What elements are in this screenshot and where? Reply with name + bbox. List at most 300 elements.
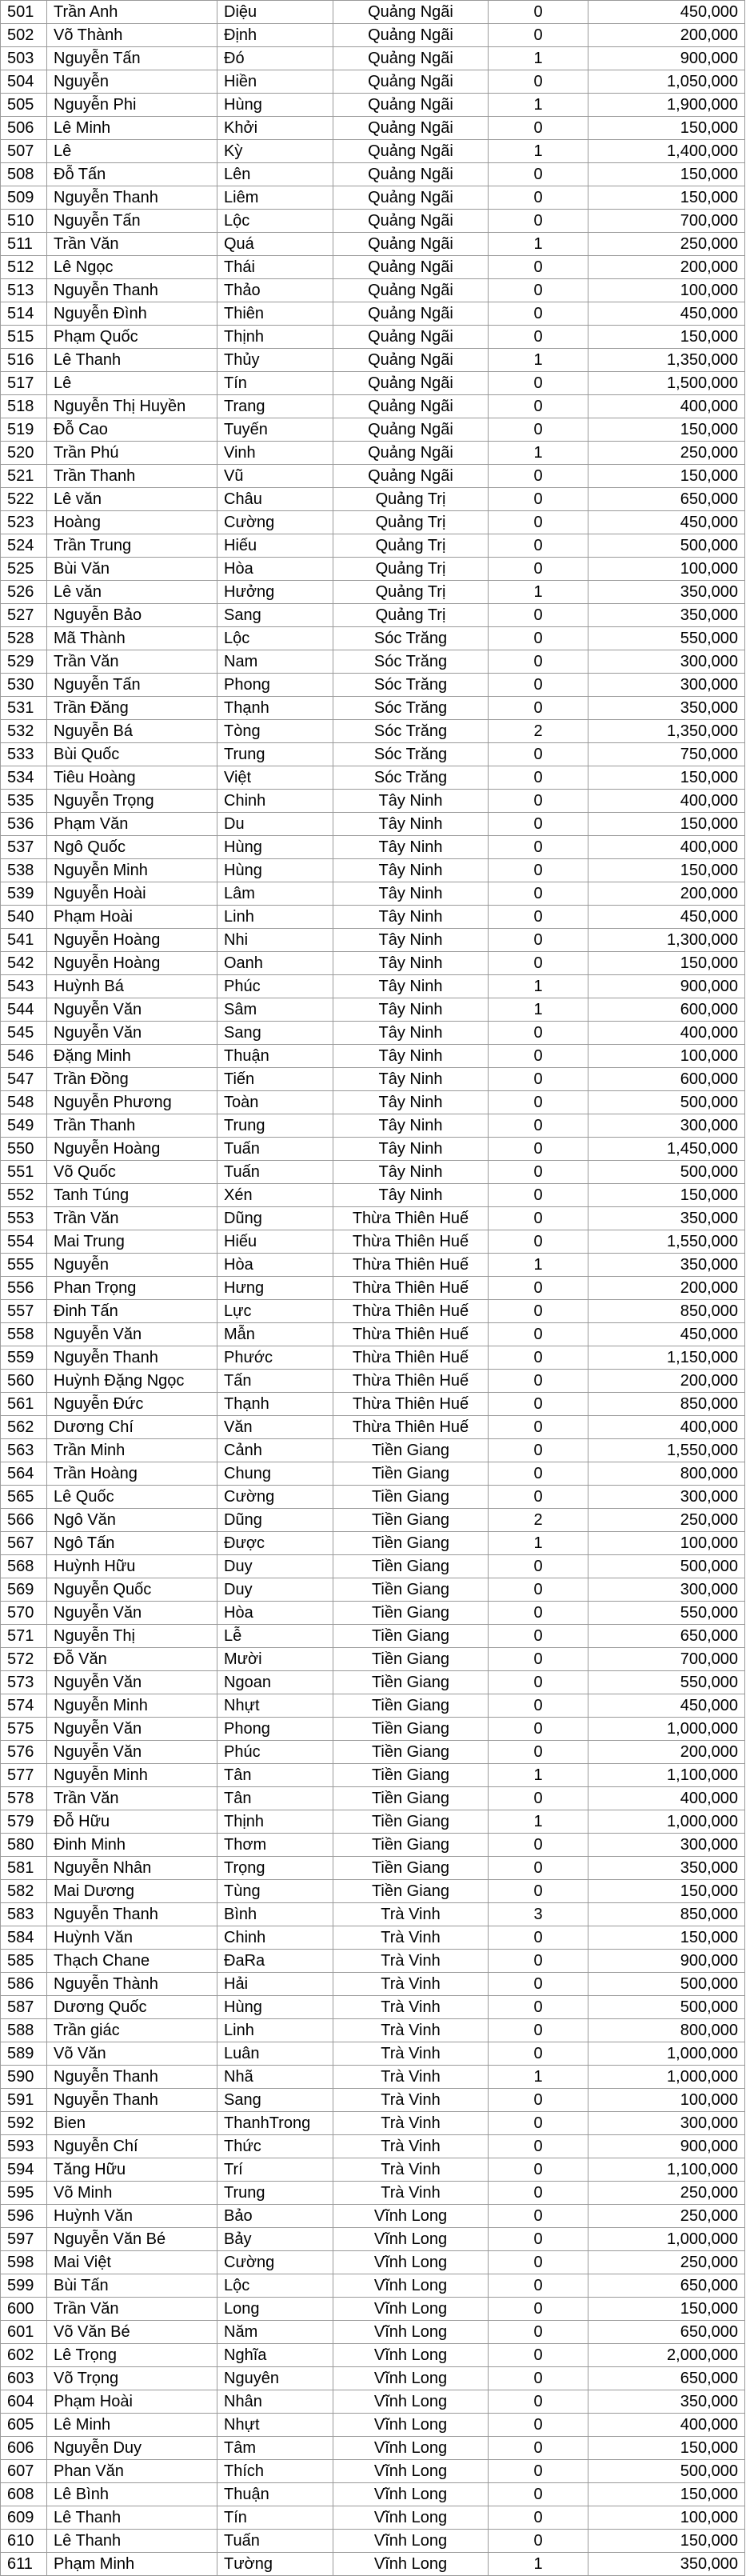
amount-cell[interactable]: 150,000 (588, 1184, 745, 1207)
province-cell[interactable]: Thừa Thiên Huế (333, 1230, 489, 1254)
surname-cell[interactable]: Thạch Chane (47, 1950, 217, 1973)
count-cell[interactable]: 0 (489, 117, 588, 140)
province-cell[interactable]: Vĩnh Long (333, 2344, 489, 2367)
count-cell[interactable]: 0 (489, 1578, 588, 1602)
row-number-cell[interactable]: 567 (1, 1532, 47, 1555)
given-name-cell[interactable]: Thức (217, 2135, 333, 2158)
given-name-cell[interactable]: Châu (217, 488, 333, 511)
given-name-cell[interactable]: Luân (217, 2042, 333, 2066)
given-name-cell[interactable]: Duy (217, 1555, 333, 1578)
amount-cell[interactable]: 100,000 (588, 279, 745, 302)
province-cell[interactable]: Tiền Giang (333, 1787, 489, 1810)
row-number-cell[interactable]: 556 (1, 1277, 47, 1300)
amount-cell[interactable]: 150,000 (588, 418, 745, 442)
amount-cell[interactable]: 1,100,000 (588, 1764, 745, 1787)
count-cell[interactable]: 0 (489, 697, 588, 720)
province-cell[interactable]: Tiền Giang (333, 1462, 489, 1486)
surname-cell[interactable]: Võ Văn Bé (47, 2321, 217, 2344)
amount-cell[interactable]: 400,000 (588, 1416, 745, 1439)
row-number-cell[interactable]: 503 (1, 47, 47, 70)
surname-cell[interactable]: Nguyễn Thanh (47, 1346, 217, 1370)
province-cell[interactable]: Tây Ninh (333, 1138, 489, 1161)
amount-cell[interactable]: 850,000 (588, 1903, 745, 1926)
surname-cell[interactable]: Mã Thành (47, 627, 217, 650)
count-cell[interactable]: 1 (489, 94, 588, 117)
count-cell[interactable]: 1 (489, 2553, 588, 2576)
province-cell[interactable]: Vĩnh Long (333, 2390, 489, 2414)
province-cell[interactable]: Quảng Ngãi (333, 442, 489, 465)
province-cell[interactable]: Tiền Giang (333, 1532, 489, 1555)
count-cell[interactable]: 0 (489, 1138, 588, 1161)
province-cell[interactable]: Quảng Ngãi (333, 418, 489, 442)
count-cell[interactable]: 1 (489, 233, 588, 256)
count-cell[interactable]: 0 (489, 1462, 588, 1486)
given-name-cell[interactable]: Sâm (217, 998, 333, 1022)
province-cell[interactable]: Tiền Giang (333, 1555, 489, 1578)
surname-cell[interactable]: Nguyễn Hoàng (47, 929, 217, 952)
count-cell[interactable]: 0 (489, 2367, 588, 2390)
row-number-cell[interactable]: 588 (1, 2019, 47, 2042)
province-cell[interactable]: Tiền Giang (333, 1578, 489, 1602)
given-name-cell[interactable]: Du (217, 813, 333, 836)
given-name-cell[interactable]: Thích (217, 2460, 333, 2483)
count-cell[interactable]: 0 (489, 558, 588, 581)
row-number-cell[interactable]: 534 (1, 766, 47, 790)
given-name-cell[interactable]: Chung (217, 1462, 333, 1486)
count-cell[interactable]: 0 (489, 1787, 588, 1810)
surname-cell[interactable]: Nguyễn (47, 1254, 217, 1277)
row-number-cell[interactable]: 528 (1, 627, 47, 650)
count-cell[interactable]: 0 (489, 1161, 588, 1184)
surname-cell[interactable]: Tăng Hữu (47, 2158, 217, 2182)
count-cell[interactable]: 0 (489, 2530, 588, 2553)
amount-cell[interactable]: 1,000,000 (588, 2066, 745, 2089)
province-cell[interactable]: Quảng Ngãi (333, 256, 489, 279)
province-cell[interactable]: Quảng Trị (333, 581, 489, 604)
amount-cell[interactable]: 450,000 (588, 1323, 745, 1346)
row-number-cell[interactable]: 591 (1, 2089, 47, 2112)
row-number-cell[interactable]: 596 (1, 2205, 47, 2228)
given-name-cell[interactable]: Phúc (217, 1741, 333, 1764)
row-number-cell[interactable]: 512 (1, 256, 47, 279)
surname-cell[interactable]: Trần giác (47, 2019, 217, 2042)
given-name-cell[interactable]: Nguyên (217, 2367, 333, 2390)
province-cell[interactable]: Thừa Thiên Huế (333, 1254, 489, 1277)
province-cell[interactable]: Quảng Ngãi (333, 326, 489, 349)
given-name-cell[interactable]: Tấn (217, 1370, 333, 1393)
given-name-cell[interactable]: Tùng (217, 1880, 333, 1903)
given-name-cell[interactable]: Thuận (217, 2483, 333, 2506)
amount-cell[interactable]: 2,000,000 (588, 2344, 745, 2367)
row-number-cell[interactable]: 510 (1, 210, 47, 233)
province-cell[interactable]: Vĩnh Long (333, 2460, 489, 2483)
given-name-cell[interactable]: Toàn (217, 1091, 333, 1114)
count-cell[interactable]: 0 (489, 163, 588, 186)
count-cell[interactable]: 0 (489, 836, 588, 859)
surname-cell[interactable]: Nguyễn Thanh (47, 186, 217, 210)
count-cell[interactable]: 0 (489, 1602, 588, 1625)
amount-cell[interactable]: 900,000 (588, 2135, 745, 2158)
amount-cell[interactable]: 400,000 (588, 790, 745, 813)
surname-cell[interactable]: Bùi Tấn (47, 2274, 217, 2298)
surname-cell[interactable]: Nguyễn Đình (47, 302, 217, 326)
count-cell[interactable]: 0 (489, 1370, 588, 1393)
given-name-cell[interactable]: Vinh (217, 442, 333, 465)
surname-cell[interactable]: Phạm Văn (47, 813, 217, 836)
row-number-cell[interactable]: 527 (1, 604, 47, 627)
row-number-cell[interactable]: 553 (1, 1207, 47, 1230)
row-number-cell[interactable]: 589 (1, 2042, 47, 2066)
amount-cell[interactable]: 150,000 (588, 1880, 745, 1903)
amount-cell[interactable]: 350,000 (588, 697, 745, 720)
given-name-cell[interactable]: Thịnh (217, 1810, 333, 1834)
province-cell[interactable]: Tiền Giang (333, 1648, 489, 1671)
province-cell[interactable]: Tiền Giang (333, 1764, 489, 1787)
province-cell[interactable]: Trà Vinh (333, 2066, 489, 2089)
row-number-cell[interactable]: 547 (1, 1068, 47, 1091)
surname-cell[interactable]: Trần Minh (47, 1439, 217, 1462)
surname-cell[interactable]: Nguyễn Minh (47, 859, 217, 882)
count-cell[interactable]: 0 (489, 1834, 588, 1857)
given-name-cell[interactable]: Hùng (217, 859, 333, 882)
province-cell[interactable]: Quảng Ngãi (333, 117, 489, 140)
row-number-cell[interactable]: 515 (1, 326, 47, 349)
count-cell[interactable]: 0 (489, 1718, 588, 1741)
given-name-cell[interactable]: Nhựt (217, 2414, 333, 2437)
count-cell[interactable]: 0 (489, 743, 588, 766)
surname-cell[interactable]: Nguyễn Trọng (47, 790, 217, 813)
count-cell[interactable]: 0 (489, 1694, 588, 1718)
given-name-cell[interactable]: Lộc (217, 2274, 333, 2298)
surname-cell[interactable]: Trần Văn (47, 650, 217, 674)
count-cell[interactable]: 0 (489, 2274, 588, 2298)
row-number-cell[interactable]: 573 (1, 1671, 47, 1694)
surname-cell[interactable]: Huỳnh Đặng Ngọc (47, 1370, 217, 1393)
count-cell[interactable]: 1 (489, 581, 588, 604)
surname-cell[interactable]: Lê Thanh (47, 2530, 217, 2553)
surname-cell[interactable]: Phạm Hoài (47, 906, 217, 929)
surname-cell[interactable]: Nguyễn Minh (47, 1764, 217, 1787)
amount-cell[interactable]: 750,000 (588, 743, 745, 766)
row-number-cell[interactable]: 546 (1, 1045, 47, 1068)
province-cell[interactable]: Vĩnh Long (333, 2483, 489, 2506)
province-cell[interactable]: Quảng Ngãi (333, 94, 489, 117)
row-number-cell[interactable]: 533 (1, 743, 47, 766)
row-number-cell[interactable]: 530 (1, 674, 47, 697)
amount-cell[interactable]: 300,000 (588, 1578, 745, 1602)
count-cell[interactable]: 0 (489, 2390, 588, 2414)
amount-cell[interactable]: 450,000 (588, 511, 745, 534)
surname-cell[interactable]: Huỳnh Bá (47, 975, 217, 998)
amount-cell[interactable]: 1,000,000 (588, 1810, 745, 1834)
given-name-cell[interactable]: Tuấn (217, 1161, 333, 1184)
surname-cell[interactable]: Lê (47, 140, 217, 163)
row-number-cell[interactable]: 585 (1, 1950, 47, 1973)
row-number-cell[interactable]: 595 (1, 2182, 47, 2205)
province-cell[interactable]: Quảng Ngãi (333, 210, 489, 233)
row-number-cell[interactable]: 523 (1, 511, 47, 534)
surname-cell[interactable]: Bùi Quốc (47, 743, 217, 766)
province-cell[interactable]: Tây Ninh (333, 1022, 489, 1045)
amount-cell[interactable]: 550,000 (588, 1602, 745, 1625)
province-cell[interactable]: Vĩnh Long (333, 2205, 489, 2228)
amount-cell[interactable]: 150,000 (588, 465, 745, 488)
given-name-cell[interactable]: Hưng (217, 1277, 333, 1300)
surname-cell[interactable]: Võ Minh (47, 2182, 217, 2205)
amount-cell[interactable]: 100,000 (588, 1045, 745, 1068)
given-name-cell[interactable]: Năm (217, 2321, 333, 2344)
surname-cell[interactable]: Lê văn (47, 488, 217, 511)
amount-cell[interactable]: 450,000 (588, 906, 745, 929)
count-cell[interactable]: 0 (489, 302, 588, 326)
row-number-cell[interactable]: 501 (1, 1, 47, 24)
count-cell[interactable]: 0 (489, 2298, 588, 2321)
province-cell[interactable]: Quảng Ngãi (333, 70, 489, 94)
given-name-cell[interactable]: Lên (217, 163, 333, 186)
count-cell[interactable]: 0 (489, 2019, 588, 2042)
count-cell[interactable]: 0 (489, 534, 588, 558)
count-cell[interactable]: 0 (489, 1671, 588, 1694)
surname-cell[interactable]: Nguyễn Minh (47, 1694, 217, 1718)
province-cell[interactable]: Sóc Trăng (333, 697, 489, 720)
count-cell[interactable]: 0 (489, 395, 588, 418)
province-cell[interactable]: Vĩnh Long (333, 2553, 489, 2576)
given-name-cell[interactable]: Khởi (217, 117, 333, 140)
given-name-cell[interactable]: Lộc (217, 210, 333, 233)
surname-cell[interactable]: Lê Ngọc (47, 256, 217, 279)
amount-cell[interactable]: 550,000 (588, 1671, 745, 1694)
row-number-cell[interactable]: 525 (1, 558, 47, 581)
amount-cell[interactable]: 1,150,000 (588, 1346, 745, 1370)
row-number-cell[interactable]: 558 (1, 1323, 47, 1346)
given-name-cell[interactable]: Được (217, 1532, 333, 1555)
count-cell[interactable]: 0 (489, 2251, 588, 2274)
surname-cell[interactable]: Nguyễn Thị Huyền (47, 395, 217, 418)
count-cell[interactable]: 1 (489, 47, 588, 70)
amount-cell[interactable]: 150,000 (588, 2530, 745, 2553)
surname-cell[interactable]: Huỳnh Văn (47, 1926, 217, 1950)
given-name-cell[interactable]: Sang (217, 2089, 333, 2112)
surname-cell[interactable]: Nguyễn Thành (47, 1973, 217, 1996)
row-number-cell[interactable]: 509 (1, 186, 47, 210)
row-number-cell[interactable]: 551 (1, 1161, 47, 1184)
row-number-cell[interactable]: 535 (1, 790, 47, 813)
given-name-cell[interactable]: Cường (217, 511, 333, 534)
amount-cell[interactable]: 400,000 (588, 2414, 745, 2437)
amount-cell[interactable]: 350,000 (588, 581, 745, 604)
row-number-cell[interactable]: 502 (1, 24, 47, 47)
count-cell[interactable]: 0 (489, 465, 588, 488)
amount-cell[interactable]: 150,000 (588, 1926, 745, 1950)
count-cell[interactable]: 0 (489, 2135, 588, 2158)
province-cell[interactable]: Tây Ninh (333, 1184, 489, 1207)
surname-cell[interactable]: Đỗ Cao (47, 418, 217, 442)
row-number-cell[interactable]: 586 (1, 1973, 47, 1996)
count-cell[interactable]: 0 (489, 1300, 588, 1323)
province-cell[interactable]: Thừa Thiên Huế (333, 1323, 489, 1346)
given-name-cell[interactable]: Hưởng (217, 581, 333, 604)
province-cell[interactable]: Tây Ninh (333, 882, 489, 906)
given-name-cell[interactable]: Hùng (217, 94, 333, 117)
province-cell[interactable]: Quảng Trị (333, 488, 489, 511)
count-cell[interactable]: 1 (489, 1254, 588, 1277)
given-name-cell[interactable]: Phong (217, 1718, 333, 1741)
province-cell[interactable]: Vĩnh Long (333, 2437, 489, 2460)
count-cell[interactable]: 0 (489, 256, 588, 279)
given-name-cell[interactable]: Bình (217, 1903, 333, 1926)
given-name-cell[interactable]: Phúc (217, 975, 333, 998)
amount-cell[interactable]: 500,000 (588, 1161, 745, 1184)
amount-cell[interactable]: 250,000 (588, 2251, 745, 2274)
count-cell[interactable]: 0 (489, 674, 588, 697)
given-name-cell[interactable]: Hòa (217, 558, 333, 581)
count-cell[interactable]: 0 (489, 2205, 588, 2228)
given-name-cell[interactable]: Lễ (217, 1625, 333, 1648)
row-number-cell[interactable]: 538 (1, 859, 47, 882)
amount-cell[interactable]: 350,000 (588, 604, 745, 627)
surname-cell[interactable]: Lê Quốc (47, 1486, 217, 1509)
row-number-cell[interactable]: 563 (1, 1439, 47, 1462)
surname-cell[interactable]: Võ Quốc (47, 1161, 217, 1184)
given-name-cell[interactable]: Lộc (217, 627, 333, 650)
given-name-cell[interactable]: Trung (217, 743, 333, 766)
province-cell[interactable]: Tây Ninh (333, 929, 489, 952)
given-name-cell[interactable]: Nhã (217, 2066, 333, 2089)
surname-cell[interactable]: Trần Văn (47, 2298, 217, 2321)
amount-cell[interactable]: 600,000 (588, 998, 745, 1022)
province-cell[interactable]: Tiền Giang (333, 1602, 489, 1625)
count-cell[interactable]: 0 (489, 1393, 588, 1416)
given-name-cell[interactable]: Tâm (217, 2437, 333, 2460)
row-number-cell[interactable]: 575 (1, 1718, 47, 1741)
count-cell[interactable]: 0 (489, 2344, 588, 2367)
amount-cell[interactable]: 500,000 (588, 1555, 745, 1578)
province-cell[interactable]: Tiền Giang (333, 1741, 489, 1764)
given-name-cell[interactable]: Cường (217, 2251, 333, 2274)
row-number-cell[interactable]: 593 (1, 2135, 47, 2158)
amount-cell[interactable]: 800,000 (588, 2019, 745, 2042)
surname-cell[interactable]: Phạm Minh (47, 2553, 217, 2576)
row-number-cell[interactable]: 603 (1, 2367, 47, 2390)
surname-cell[interactable]: Lê Minh (47, 2414, 217, 2437)
count-cell[interactable]: 0 (489, 882, 588, 906)
row-number-cell[interactable]: 572 (1, 1648, 47, 1671)
surname-cell[interactable]: Nguyễn Văn Bé (47, 2228, 217, 2251)
row-number-cell[interactable]: 610 (1, 2530, 47, 2553)
surname-cell[interactable]: Lê Trọng (47, 2344, 217, 2367)
surname-cell[interactable]: Đinh Tấn (47, 1300, 217, 1323)
province-cell[interactable]: Tây Ninh (333, 790, 489, 813)
surname-cell[interactable]: Dương Chí (47, 1416, 217, 1439)
province-cell[interactable]: Quảng Trị (333, 534, 489, 558)
given-name-cell[interactable]: Tín (217, 372, 333, 395)
surname-cell[interactable]: Trần Văn (47, 1207, 217, 1230)
province-cell[interactable]: Vĩnh Long (333, 2367, 489, 2390)
count-cell[interactable]: 0 (489, 1625, 588, 1648)
province-cell[interactable]: Thừa Thiên Huế (333, 1416, 489, 1439)
count-cell[interactable]: 0 (489, 929, 588, 952)
province-cell[interactable]: Trà Vinh (333, 2112, 489, 2135)
given-name-cell[interactable]: Tuấn (217, 2530, 333, 2553)
amount-cell[interactable]: 200,000 (588, 256, 745, 279)
given-name-cell[interactable]: Kỳ (217, 140, 333, 163)
row-number-cell[interactable]: 592 (1, 2112, 47, 2135)
surname-cell[interactable]: Nguyễn Quốc (47, 1578, 217, 1602)
surname-cell[interactable]: Tanh Túng (47, 1184, 217, 1207)
amount-cell[interactable]: 150,000 (588, 186, 745, 210)
amount-cell[interactable]: 300,000 (588, 650, 745, 674)
surname-cell[interactable]: Nguyễn Bảo (47, 604, 217, 627)
count-cell[interactable]: 0 (489, 1741, 588, 1764)
row-number-cell[interactable]: 549 (1, 1114, 47, 1138)
given-name-cell[interactable]: Thủy (217, 349, 333, 372)
row-number-cell[interactable]: 548 (1, 1091, 47, 1114)
province-cell[interactable]: Quảng Ngãi (333, 372, 489, 395)
province-cell[interactable]: Quảng Ngãi (333, 349, 489, 372)
province-cell[interactable]: Quảng Ngãi (333, 279, 489, 302)
amount-cell[interactable]: 300,000 (588, 2112, 745, 2135)
count-cell[interactable]: 2 (489, 720, 588, 743)
row-number-cell[interactable]: 587 (1, 1996, 47, 2019)
province-cell[interactable]: Quảng Trị (333, 511, 489, 534)
surname-cell[interactable]: Nguyễn Hoàng (47, 952, 217, 975)
surname-cell[interactable]: Lê Thanh (47, 349, 217, 372)
given-name-cell[interactable]: Cảnh (217, 1439, 333, 1462)
given-name-cell[interactable]: Quá (217, 233, 333, 256)
province-cell[interactable]: Vĩnh Long (333, 2251, 489, 2274)
row-number-cell[interactable]: 529 (1, 650, 47, 674)
row-number-cell[interactable]: 518 (1, 395, 47, 418)
surname-cell[interactable]: Lê Thanh (47, 2506, 217, 2530)
province-cell[interactable]: Tây Ninh (333, 998, 489, 1022)
row-number-cell[interactable]: 580 (1, 1834, 47, 1857)
amount-cell[interactable]: 350,000 (588, 2553, 745, 2576)
surname-cell[interactable]: Võ Thành (47, 24, 217, 47)
row-number-cell[interactable]: 600 (1, 2298, 47, 2321)
amount-cell[interactable]: 650,000 (588, 2367, 745, 2390)
count-cell[interactable]: 0 (489, 1323, 588, 1346)
province-cell[interactable]: Thừa Thiên Huế (333, 1393, 489, 1416)
surname-cell[interactable]: Trần Thanh (47, 1114, 217, 1138)
given-name-cell[interactable]: Hùng (217, 1996, 333, 2019)
row-number-cell[interactable]: 606 (1, 2437, 47, 2460)
given-name-cell[interactable]: Vũ (217, 465, 333, 488)
amount-cell[interactable]: 850,000 (588, 1300, 745, 1323)
count-cell[interactable]: 0 (489, 1416, 588, 1439)
row-number-cell[interactable]: 599 (1, 2274, 47, 2298)
surname-cell[interactable]: Trần Anh (47, 1, 217, 24)
given-name-cell[interactable]: Thuận (217, 1045, 333, 1068)
province-cell[interactable]: Sóc Trăng (333, 650, 489, 674)
amount-cell[interactable]: 500,000 (588, 1996, 745, 2019)
row-number-cell[interactable]: 508 (1, 163, 47, 186)
amount-cell[interactable]: 1,450,000 (588, 1138, 745, 1161)
surname-cell[interactable]: Nguyễn Văn (47, 1022, 217, 1045)
count-cell[interactable]: 0 (489, 210, 588, 233)
count-cell[interactable]: 0 (489, 24, 588, 47)
row-number-cell[interactable]: 597 (1, 2228, 47, 2251)
amount-cell[interactable]: 900,000 (588, 1950, 745, 1973)
amount-cell[interactable]: 450,000 (588, 302, 745, 326)
province-cell[interactable]: Tây Ninh (333, 1045, 489, 1068)
given-name-cell[interactable]: Lực (217, 1300, 333, 1323)
province-cell[interactable]: Thừa Thiên Huế (333, 1346, 489, 1370)
row-number-cell[interactable]: 539 (1, 882, 47, 906)
count-cell[interactable]: 0 (489, 70, 588, 94)
count-cell[interactable]: 0 (489, 859, 588, 882)
given-name-cell[interactable]: Liêm (217, 186, 333, 210)
surname-cell[interactable]: Nguyễn Thanh (47, 1903, 217, 1926)
